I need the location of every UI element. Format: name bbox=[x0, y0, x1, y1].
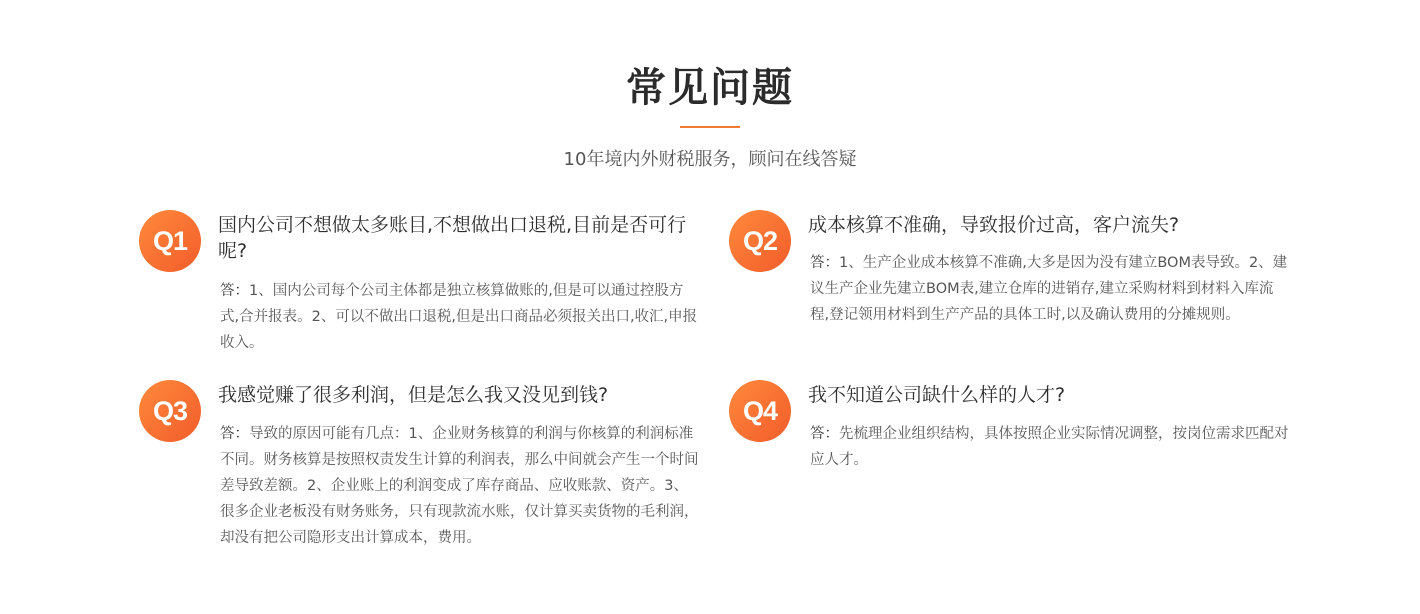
question-badge: Q2 bbox=[729, 210, 791, 272]
title-divider bbox=[680, 126, 740, 128]
question-text: 我不知道公司缺什么样的人才? bbox=[808, 384, 1066, 406]
answer-body: 导致的原因可能有几点：1、企业财务核算的利润与你核算的利润标准不同。财务核算是按照权责发生计算的利润表，那么中间就会产生一个时间差导致差额。2、企业账上的利润变成了库存商品、应收账款、资产。3、很多企业老板没有财务账务，只有现款流水账，仅计算买卖货物的毛利润，却没有把公司隐形支出计算成本，费用。 bbox=[220, 426, 699, 546]
page-title: 常见问题 bbox=[626, 65, 794, 111]
question-badge: Q3 bbox=[139, 380, 201, 442]
answer-label: 答： bbox=[810, 426, 839, 442]
answer-label: 答： bbox=[810, 255, 839, 271]
question-text: 我感觉赚了很多利润，但是怎么我又没见到钱? bbox=[218, 384, 609, 406]
page-subtitle: 10年境内外财税服务，顾问在线答疑 bbox=[563, 149, 857, 170]
question-text: 国内公司不想做太多账目,不想做出口退税,目前是否可行呢? bbox=[218, 214, 687, 262]
answer-label: 答： bbox=[220, 283, 249, 299]
answer-text bbox=[220, 278, 700, 356]
answer-text bbox=[220, 421, 700, 551]
answer-text bbox=[810, 421, 1290, 473]
answer-body: 先梳理企业组织结构，具体按照企业实际情况调整，按岗位需求匹配对应人才。 bbox=[810, 426, 1289, 468]
question-text: 成本核算不准确，导致报价过高，客户流失? bbox=[808, 214, 1180, 236]
answer-body: 1、国内公司每个公司主体都是独立核算做账的,但是可以通过控股方式,合并报表。2、可以不做出口退税,但是出口商品必须报关出口,收汇,申报收入。 bbox=[220, 283, 698, 351]
question-badge: Q4 bbox=[729, 380, 791, 442]
answer-body: 1、生产企业成本核算不准确,大多是因为没有建立BOM表导致。2、建议生产企业先建立BOM表,建立仓库的进销存,建立采购材料到材料入库流程,登记领用材料到生产产品的具体工时,以及确认费用的分摊规则。 bbox=[810, 255, 1288, 323]
answer-text bbox=[810, 250, 1290, 328]
question-badge: Q1 bbox=[139, 210, 201, 272]
answer-label: 答： bbox=[220, 426, 249, 442]
